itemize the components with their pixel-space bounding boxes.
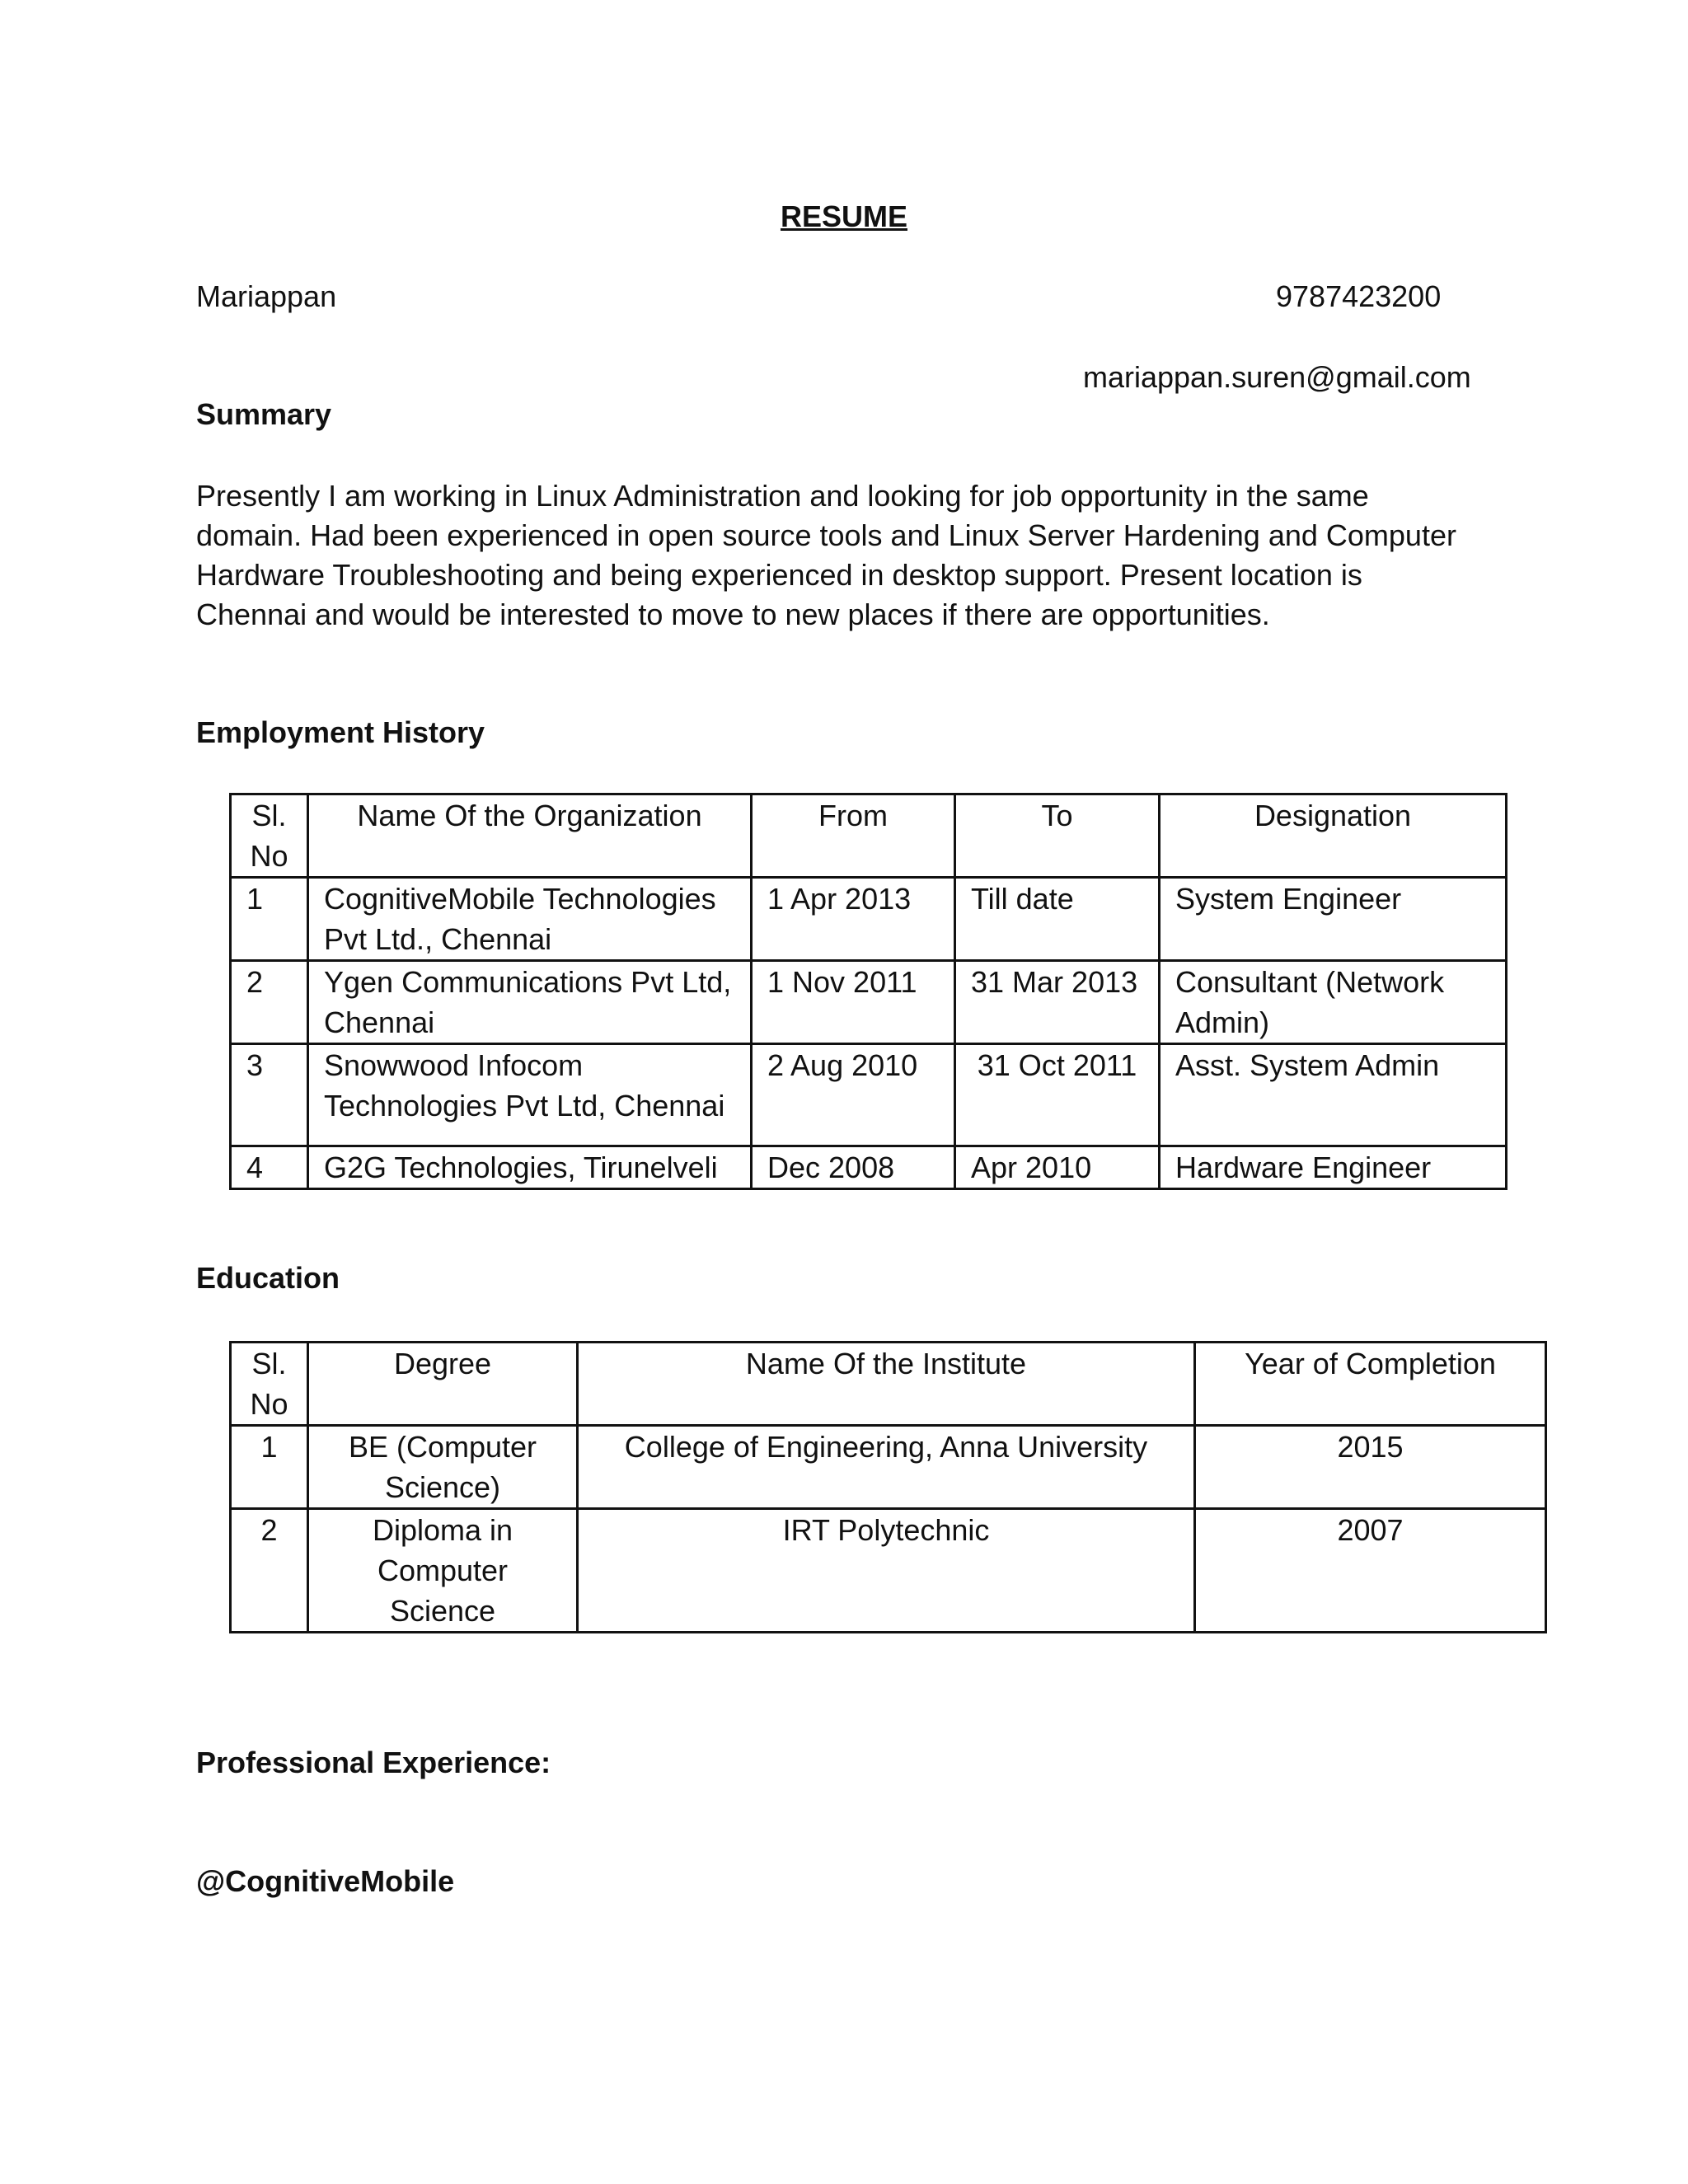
table-row (231, 961, 1507, 1044)
cell-institute: IRT Polytechnic (578, 1509, 1195, 1633)
table-header-row (231, 1343, 1546, 1426)
cell-from: Dec 2008 (752, 1146, 955, 1189)
candidate-name: Mariappan (196, 279, 337, 313)
cell-sl: 2 (231, 1509, 308, 1633)
col-header-sl: Sl. No (231, 794, 308, 878)
email-address: mariappan.suren@gmail.com (1083, 360, 1471, 394)
summary-line: Presently I am working in Linux Administration and looking for job opportunity in the same (196, 479, 1369, 513)
cell-sl: 4 (231, 1146, 308, 1189)
summary-heading: Summary (196, 397, 332, 431)
summary-line: Hardware Troubleshooting and being experienced in desktop support. Present location is (196, 558, 1362, 592)
cell-degree: BE (Computer Science) (308, 1426, 578, 1509)
col-header-organization: Name Of the Organization (308, 794, 752, 878)
education-heading: Education (196, 1261, 340, 1295)
cell-designation: Hardware Engineer (1160, 1146, 1507, 1189)
cell-sl: 1 (231, 878, 308, 961)
professional-experience-heading: Professional Experience: (196, 1746, 551, 1779)
summary-line: Chennai and would be interested to move to new places if there are opportunities. (196, 598, 1270, 631)
col-header-institute: Name Of the Institute (578, 1343, 1195, 1426)
cell-degree: Diploma in Computer Science (308, 1509, 578, 1633)
col-header-year: Year of Completion (1195, 1343, 1546, 1426)
cell-to: Till date (955, 878, 1160, 961)
summary-line: domain. Had been experienced in open source tools and Linux Server Hardening and Computer (196, 518, 1456, 552)
cell-designation: System Engineer (1160, 878, 1507, 961)
table-row (231, 1509, 1546, 1633)
cell-sl: 2 (231, 961, 308, 1044)
table-row (231, 1146, 1507, 1189)
cell-to: 31 Oct 2011 (955, 1044, 1160, 1146)
cell-to: Apr 2010 (955, 1146, 1160, 1189)
table-header-row (231, 794, 1507, 878)
cell-institute: College of Engineering, Anna University (578, 1426, 1195, 1509)
cell-organization: G2G Technologies, Tirunelveli (308, 1146, 752, 1189)
page-title: RESUME (780, 199, 908, 233)
cell-from: 1 Nov 2011 (752, 961, 955, 1044)
cell-organization: CognitiveMobile Technologies Pvt Ltd., Chennai (308, 878, 752, 961)
col-header-from: From (752, 794, 955, 878)
phone-number: 9787423200 (1276, 279, 1442, 313)
cell-year: 2015 (1195, 1426, 1546, 1509)
summary-text (196, 476, 1482, 635)
table-row (231, 1426, 1546, 1509)
cell-sl: 1 (231, 1426, 308, 1509)
col-header-degree: Degree (308, 1343, 578, 1426)
cell-designation: Consultant (Network Admin) (1160, 961, 1507, 1044)
cell-from: 1 Apr 2013 (752, 878, 955, 961)
cell-organization: Snowwood Infocom Technologies Pvt Ltd, Chennai (308, 1044, 752, 1146)
company-subheading: @CognitiveMobile (196, 1864, 455, 1898)
cell-sl: 3 (231, 1044, 308, 1146)
col-header-sl: Sl. No (231, 1343, 308, 1426)
table-row (231, 1044, 1507, 1146)
cell-designation: Asst. System Admin (1160, 1044, 1507, 1146)
cell-to: 31 Mar 2013 (955, 961, 1160, 1044)
cell-organization: Ygen Communications Pvt Ltd, Chennai (308, 961, 752, 1044)
col-header-designation: Designation (1160, 794, 1507, 878)
employment-table (229, 793, 1507, 1190)
cell-year: 2007 (1195, 1509, 1546, 1633)
education-table (229, 1341, 1547, 1633)
table-row (231, 878, 1507, 961)
employment-heading: Employment History (196, 715, 485, 749)
cell-from: 2 Aug 2010 (752, 1044, 955, 1146)
col-header-to: To (955, 794, 1160, 878)
